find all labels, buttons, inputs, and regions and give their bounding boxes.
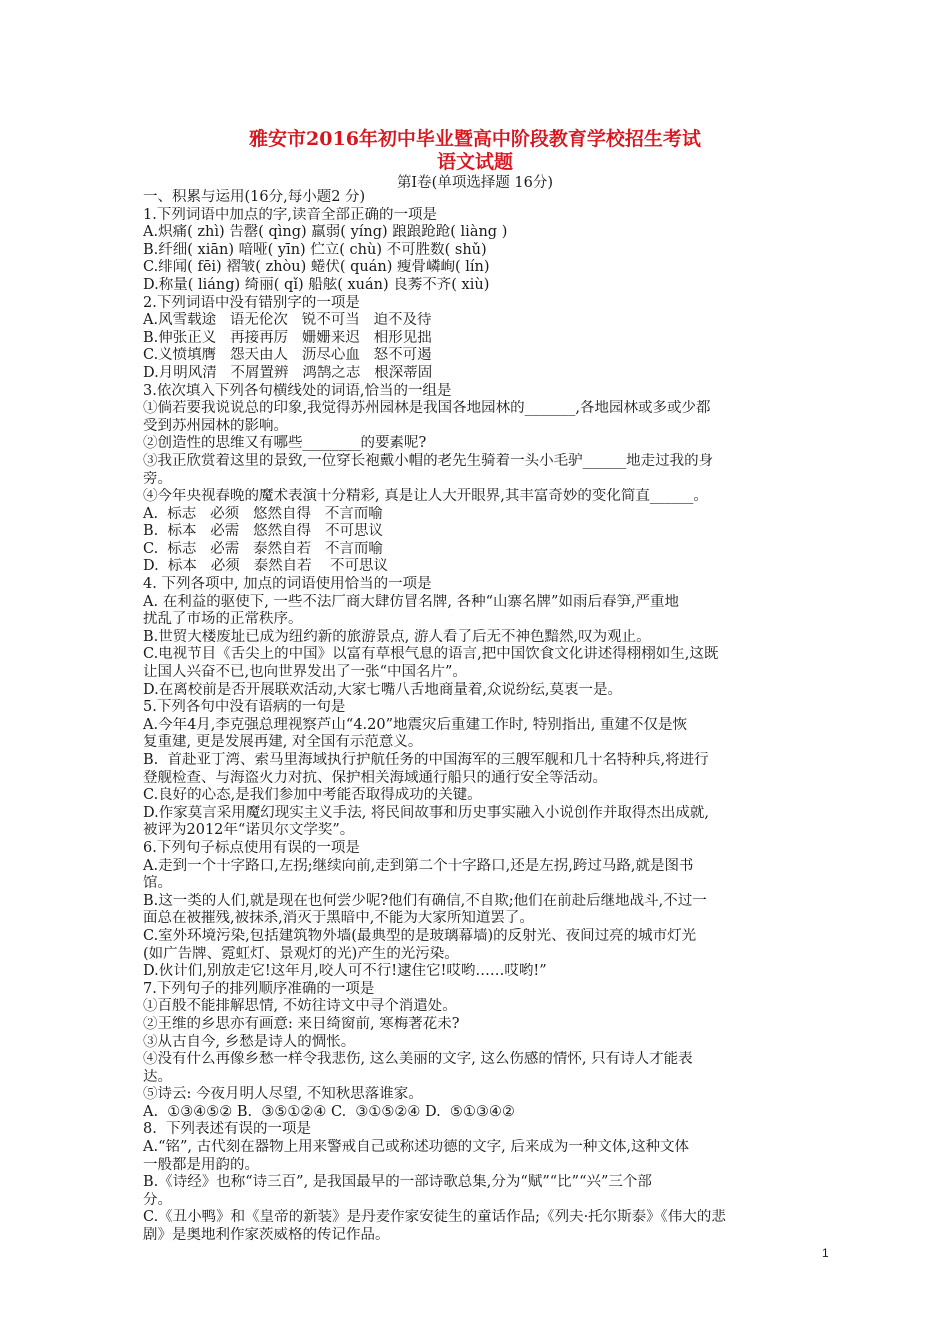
text-line: C.良好的心态,是我们参加中考能否取得成功的关键。: [143, 787, 482, 804]
text-line: C.义愤填膺 怨天由人 沥尽心血 怒不可遏: [143, 347, 432, 364]
text-line: 5.下列各句中没有语病的一句是: [143, 699, 346, 716]
text-line: ②王维的乡思亦有画意: 来日绮窗前, 寒梅著花未?: [143, 1015, 460, 1032]
text-line: C.《丑小鸭》和《皇帝的新装》是丹麦作家安徒生的童话作品;《列夫·托尔斯泰》《伟大的悲: [143, 1209, 726, 1226]
exam-subtitle: 语文试题: [436, 151, 513, 173]
text-line: 旁。: [143, 470, 172, 487]
text-line: B.伸张正义 再接再厉 姗姗来迟 相形见拙: [143, 329, 432, 346]
text-line: 面总在被摧残,被抹杀,消灭于黑暗中,不能为大家所知道罢了。: [143, 910, 534, 927]
text-line: A.走到一个十字路口,左拐;继续向前,走到第二个十字路口,还是左拐,跨过马路,就是图书: [143, 857, 694, 874]
text-line: 一、积累与运用(16分,每小题2 分): [143, 189, 366, 205]
question-body: [143, 189, 810, 1245]
text-line: ④没有什么再像乡愁一样令我悲伤, 这么美丽的文字, 这么伤感的情怀, 只有诗人才能表: [143, 1051, 693, 1068]
page-number: 1: [822, 1246, 829, 1260]
text-line: A. 标志 必须 悠然自得 不言而喻: [143, 505, 383, 522]
text-line: A. 在利益的驱使下, 一些不法厂商大肆仿冒名牌, 各种“山寨名牌”如雨后春笋,严重地: [143, 593, 680, 610]
text-line: 6.下列句子标点使用有误的一项是: [143, 839, 360, 856]
text-line: C.室外环境污染,包括建筑物外墙(最典型的是玻璃幕墙)的反射光、夜间过亮的城市灯光: [143, 927, 697, 944]
text-line: 分。: [143, 1191, 172, 1208]
text-line: 1.下列词语中加点的字,读音全部正确的一项是: [143, 206, 437, 223]
text-line: D. 标本 必须 泰然自若 不可思议: [143, 558, 389, 575]
text-line: (如广告牌、霓虹灯、景观灯的光)产生的光污染。: [143, 945, 459, 962]
exam-title: 雅安市2016年初中毕业暨高中阶段教育学校招生考试: [249, 128, 701, 150]
text-line: A. ①③④⑤② B. ③⑤①②④ C. ③①⑤②④ D. ⑤①③④②: [143, 1103, 515, 1120]
text-line: B. 首赴亚丁湾、索马里海域执行护航任务的中国海军的三艘军舰和几十名特种兵,将进行: [143, 752, 709, 768]
text-line: A.炽痛( zhì) 告罄( qìng) 羸弱( yíng) 踉踉跄跄( liàng ): [143, 224, 508, 241]
text-line: D.月明风清 不屑置辨 鸿鹄之志 根深蒂固: [143, 364, 433, 381]
text-line: 2.下列词语中没有错别字的一项是: [143, 294, 360, 311]
text-line: 扰乱了市场的正常秩序。: [143, 611, 303, 628]
text-line: 一般都是用韵的。: [143, 1156, 259, 1173]
text-line: 被评为2012年“诺贝尔文学奖”。: [143, 822, 355, 839]
text-line: ①倘若要我说说总的印象,我觉得苏州园林是我国各地园林的_______,各地园林或多或少都: [143, 400, 711, 417]
text-line: D.称量( liáng) 绮丽( qǐ) 船舷( xuán) 良莠不齐( xiù): [143, 276, 490, 293]
text-line: 3.依次填入下列各句横线处的词语,恰当的一组是: [143, 382, 452, 399]
text-line: B.《诗经》也称“诗三百”, 是我国最早的一部诗歌总集,分为“赋”“比”“兴”三个部: [143, 1174, 652, 1191]
text-line: 登舰检查、与海盗火力对抗、保护相关海域通行船只的通行安全等活动。: [143, 769, 607, 786]
text-line: C.绯闻( fēi) 褶皱( zhòu) 蜷伏( quán) 瘦骨嶙峋( lín): [143, 259, 490, 276]
text-line: A.“铭”, 古代刻在器物上用来警戒自己或称述功德的文字, 后来成为一种文体,这种文体: [143, 1139, 689, 1156]
text-line: D.作家莫言采用魔幻现实主义手法, 将民间故事和历史事实融入小说创作并取得杰出成就,: [143, 804, 710, 821]
text-line: B.世贸大楼废址已成为纽约新的旅游景点, 游人看了后无不神色黯然,叹为观止。: [143, 628, 651, 645]
text-line: A.今年4月,李克强总理视察芦山“4.20”地震灾后重建工作时, 特别指出, 重建不仅是恢: [143, 716, 687, 733]
text-line: ①百般不能排解思情, 不妨往诗文中寻个消遣处。: [143, 998, 457, 1015]
text-line: 复重建, 更是发展再建, 对全国有示范意义。: [143, 734, 423, 751]
text-line: B. 标本 必需 悠然自得 不可思议: [143, 523, 383, 540]
text-line: ③从古自今, 乡愁是诗人的惆怅。: [143, 1033, 356, 1050]
text-line: 4. 下列各项中, 加点的词语使用恰当的一项是: [143, 576, 432, 593]
text-line: 达。: [143, 1068, 172, 1085]
text-line: 馆。: [143, 875, 172, 892]
text-line: C. 标志 必需 泰然自若 不言而喻: [143, 540, 383, 557]
text-line: D.伙计们,别放走它!这年月,咬人可不行!逮住它!哎哟……哎哟!”: [143, 963, 547, 980]
text-line: ④今年央视春晚的魔术表演十分精彩, 真是让人大开眼界,其丰富奇妙的变化简直______。: [143, 488, 708, 505]
text-line: ③我正欣赏着这里的景致,一位穿长袍戴小帽的老先生骑着一头小毛驴______地走过我的身: [143, 452, 714, 469]
text-line: B.纤细( xiān) 喑哑( yīn) 伫立( chù) 不可胜数( shǔ): [143, 241, 487, 258]
text-line: D.在离校前是否开展联欢活动,大家七嘴八舌地商量着,众说纷纭,莫衷一是。: [143, 681, 623, 698]
text-line: 让国人兴奋不已,也向世界发出了一张“中国名片”。: [143, 664, 467, 681]
section-heading: 第Ⅰ卷(单项选择题 16分): [396, 175, 554, 191]
text-line: ②创造性的思维又有哪些________的要素呢?: [143, 435, 427, 452]
text-line: 7.下列句子的排列顺序准确的一项是: [143, 980, 375, 997]
text-line: 剧》是奥地利作家茨威格的传记作品。: [143, 1227, 390, 1244]
text-line: A.风雪载途 语无伦次 锐不可当 迫不及待: [143, 312, 432, 329]
text-line: 受到苏州园林的影响。: [143, 417, 288, 434]
text-line: 8. 下列表述有误的一项是: [143, 1121, 312, 1138]
text-line: C.电视节目《舌尖上的中国》以富有草根气息的语言,把中国饮食文化讲述得栩栩如生,这既: [143, 646, 719, 663]
text-line: B.这一类的人们,就是现在也何尝少呢?他们有确信,不自欺;他们在前赴后继地战斗,不过一: [143, 892, 707, 909]
text-line: ⑤诗云: 今夜月明人尽望, 不知秋思落谁家。: [143, 1086, 423, 1103]
